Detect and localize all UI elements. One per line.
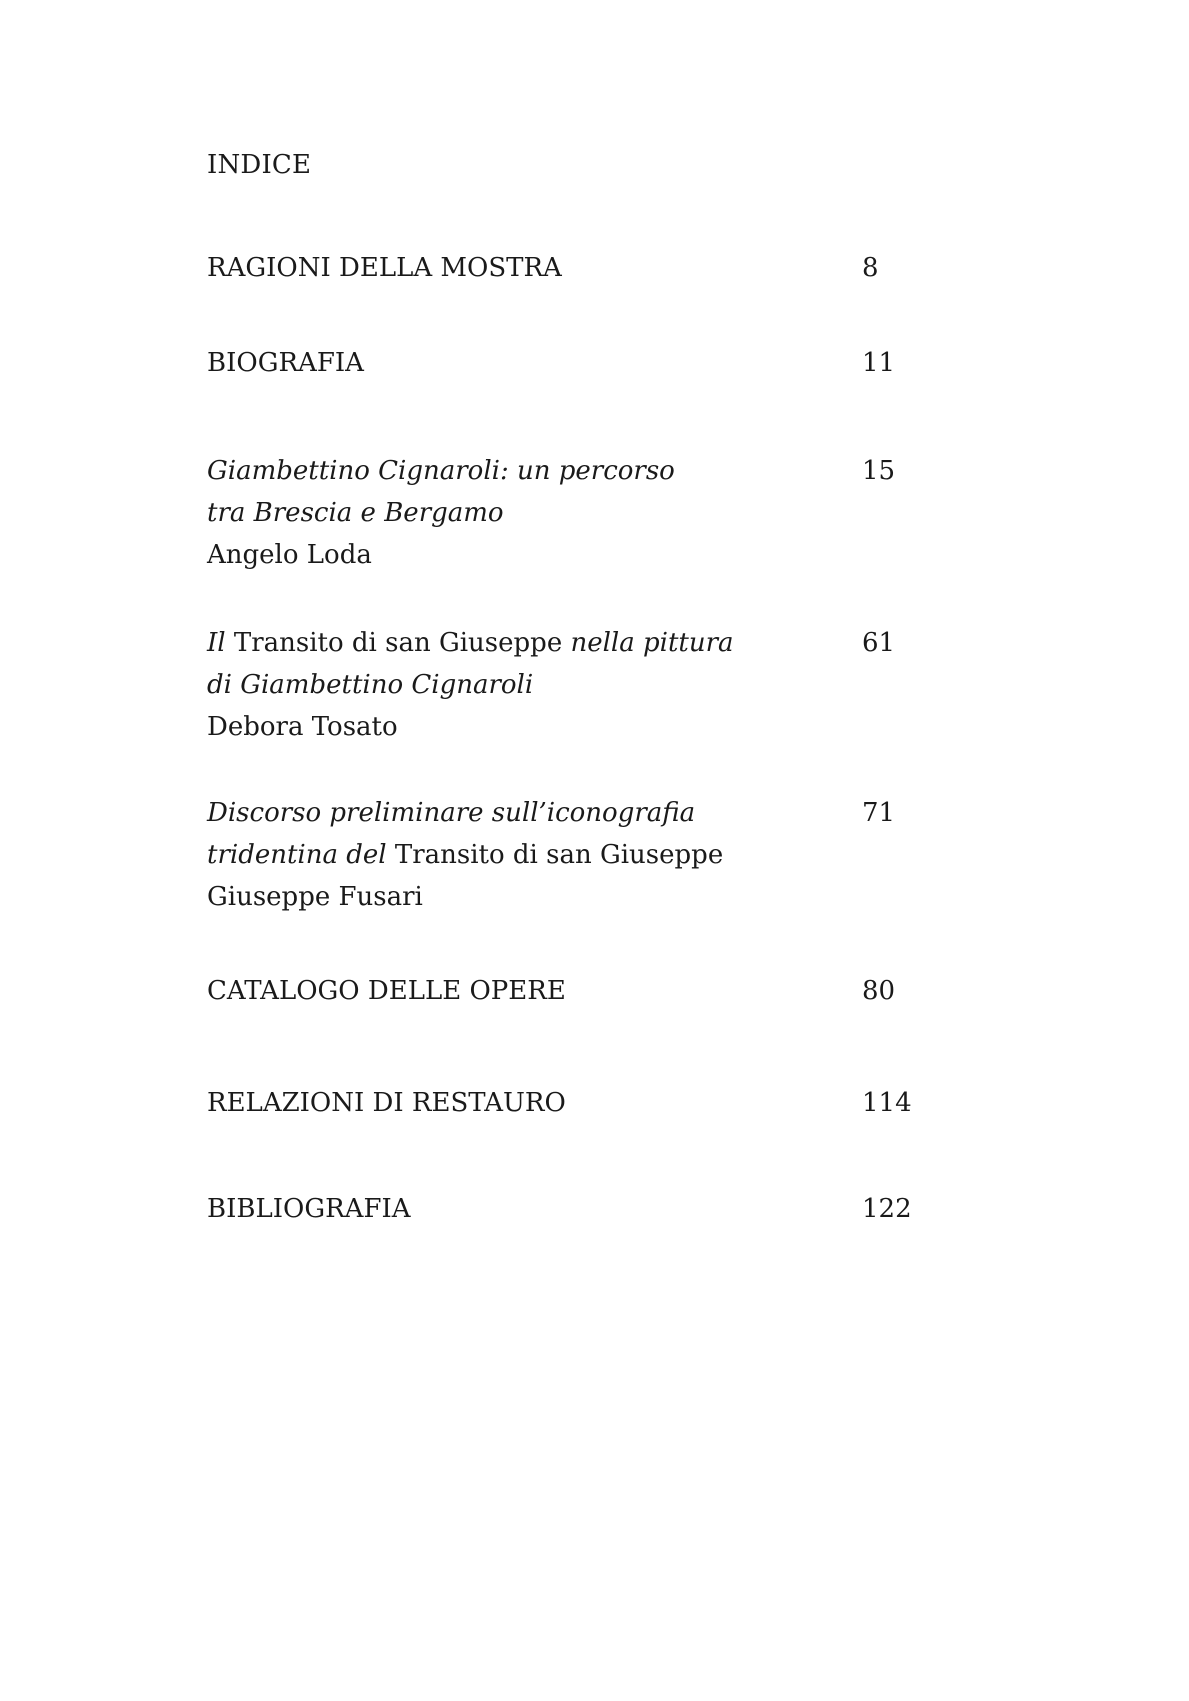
toc-entry-text: BIOGRAFIA [207, 348, 364, 378]
toc-entry-line [207, 342, 967, 384]
toc-entry-text: Debora Tosato [207, 712, 398, 742]
toc-entry [207, 792, 967, 918]
toc-entry-line [207, 622, 967, 664]
toc-entry-text: nella pittura [570, 628, 734, 658]
toc-entry [207, 342, 967, 384]
toc-entry-text: Discorso preliminare sull’iconografia [207, 798, 696, 828]
toc-entry-text: Transito di san Giuseppe [386, 840, 724, 870]
toc-entry-line [207, 970, 967, 1012]
toc-page-number: 80 [862, 976, 896, 1006]
toc-page-number: 71 [862, 798, 896, 828]
toc-entry-text: tridentina del [207, 840, 387, 870]
toc-entry-line [207, 792, 967, 834]
toc-entry-text: Transito di san Giuseppe [225, 628, 571, 658]
toc-entry-text: RELAZIONI DI RESTAURO [207, 1088, 566, 1118]
toc-entry-text: Angelo Loda [207, 540, 372, 570]
toc-entry-text: BIBLIOGRAFIA [207, 1194, 411, 1224]
toc-page-number: 8 [862, 253, 879, 283]
toc-entry-line [207, 706, 967, 748]
toc-entry-text: tra Brescia e Bergamo [207, 498, 504, 528]
toc-entry [207, 1082, 967, 1124]
toc-page-number: 114 [862, 1088, 912, 1118]
toc-entry-text: CATALOGO DELLE OPERE [207, 976, 566, 1006]
toc-entry-line [207, 664, 967, 706]
toc-entry-text: Giambettino Cignaroli: un percorso [207, 456, 675, 486]
toc-entry-line [207, 492, 967, 534]
toc-entry [207, 1188, 967, 1230]
toc-entry [207, 622, 967, 748]
toc-entry-text: di Giambettino Cignaroli [207, 670, 534, 700]
toc-entry-line [207, 247, 967, 289]
toc-entry-line [207, 534, 967, 576]
toc-entry [207, 247, 967, 289]
toc-page-number: 15 [862, 456, 896, 486]
toc-entry-text: RAGIONI DELLA MOSTRA [207, 253, 562, 283]
index-title: INDICE [207, 150, 312, 180]
toc-page-number: 11 [862, 348, 896, 378]
toc-entry-line [207, 1188, 967, 1230]
toc-entry-line [207, 876, 967, 918]
toc-entry [207, 450, 967, 576]
toc-page-number: 61 [862, 628, 896, 658]
toc-entry-line [207, 1082, 967, 1124]
toc-entry-text: Giuseppe Fusari [207, 882, 423, 912]
toc-entry-text: Il [207, 628, 226, 658]
toc-entry-line [207, 834, 967, 876]
toc-entry [207, 970, 967, 1012]
toc-entry-line [207, 450, 967, 492]
toc-page-number: 122 [862, 1194, 912, 1224]
